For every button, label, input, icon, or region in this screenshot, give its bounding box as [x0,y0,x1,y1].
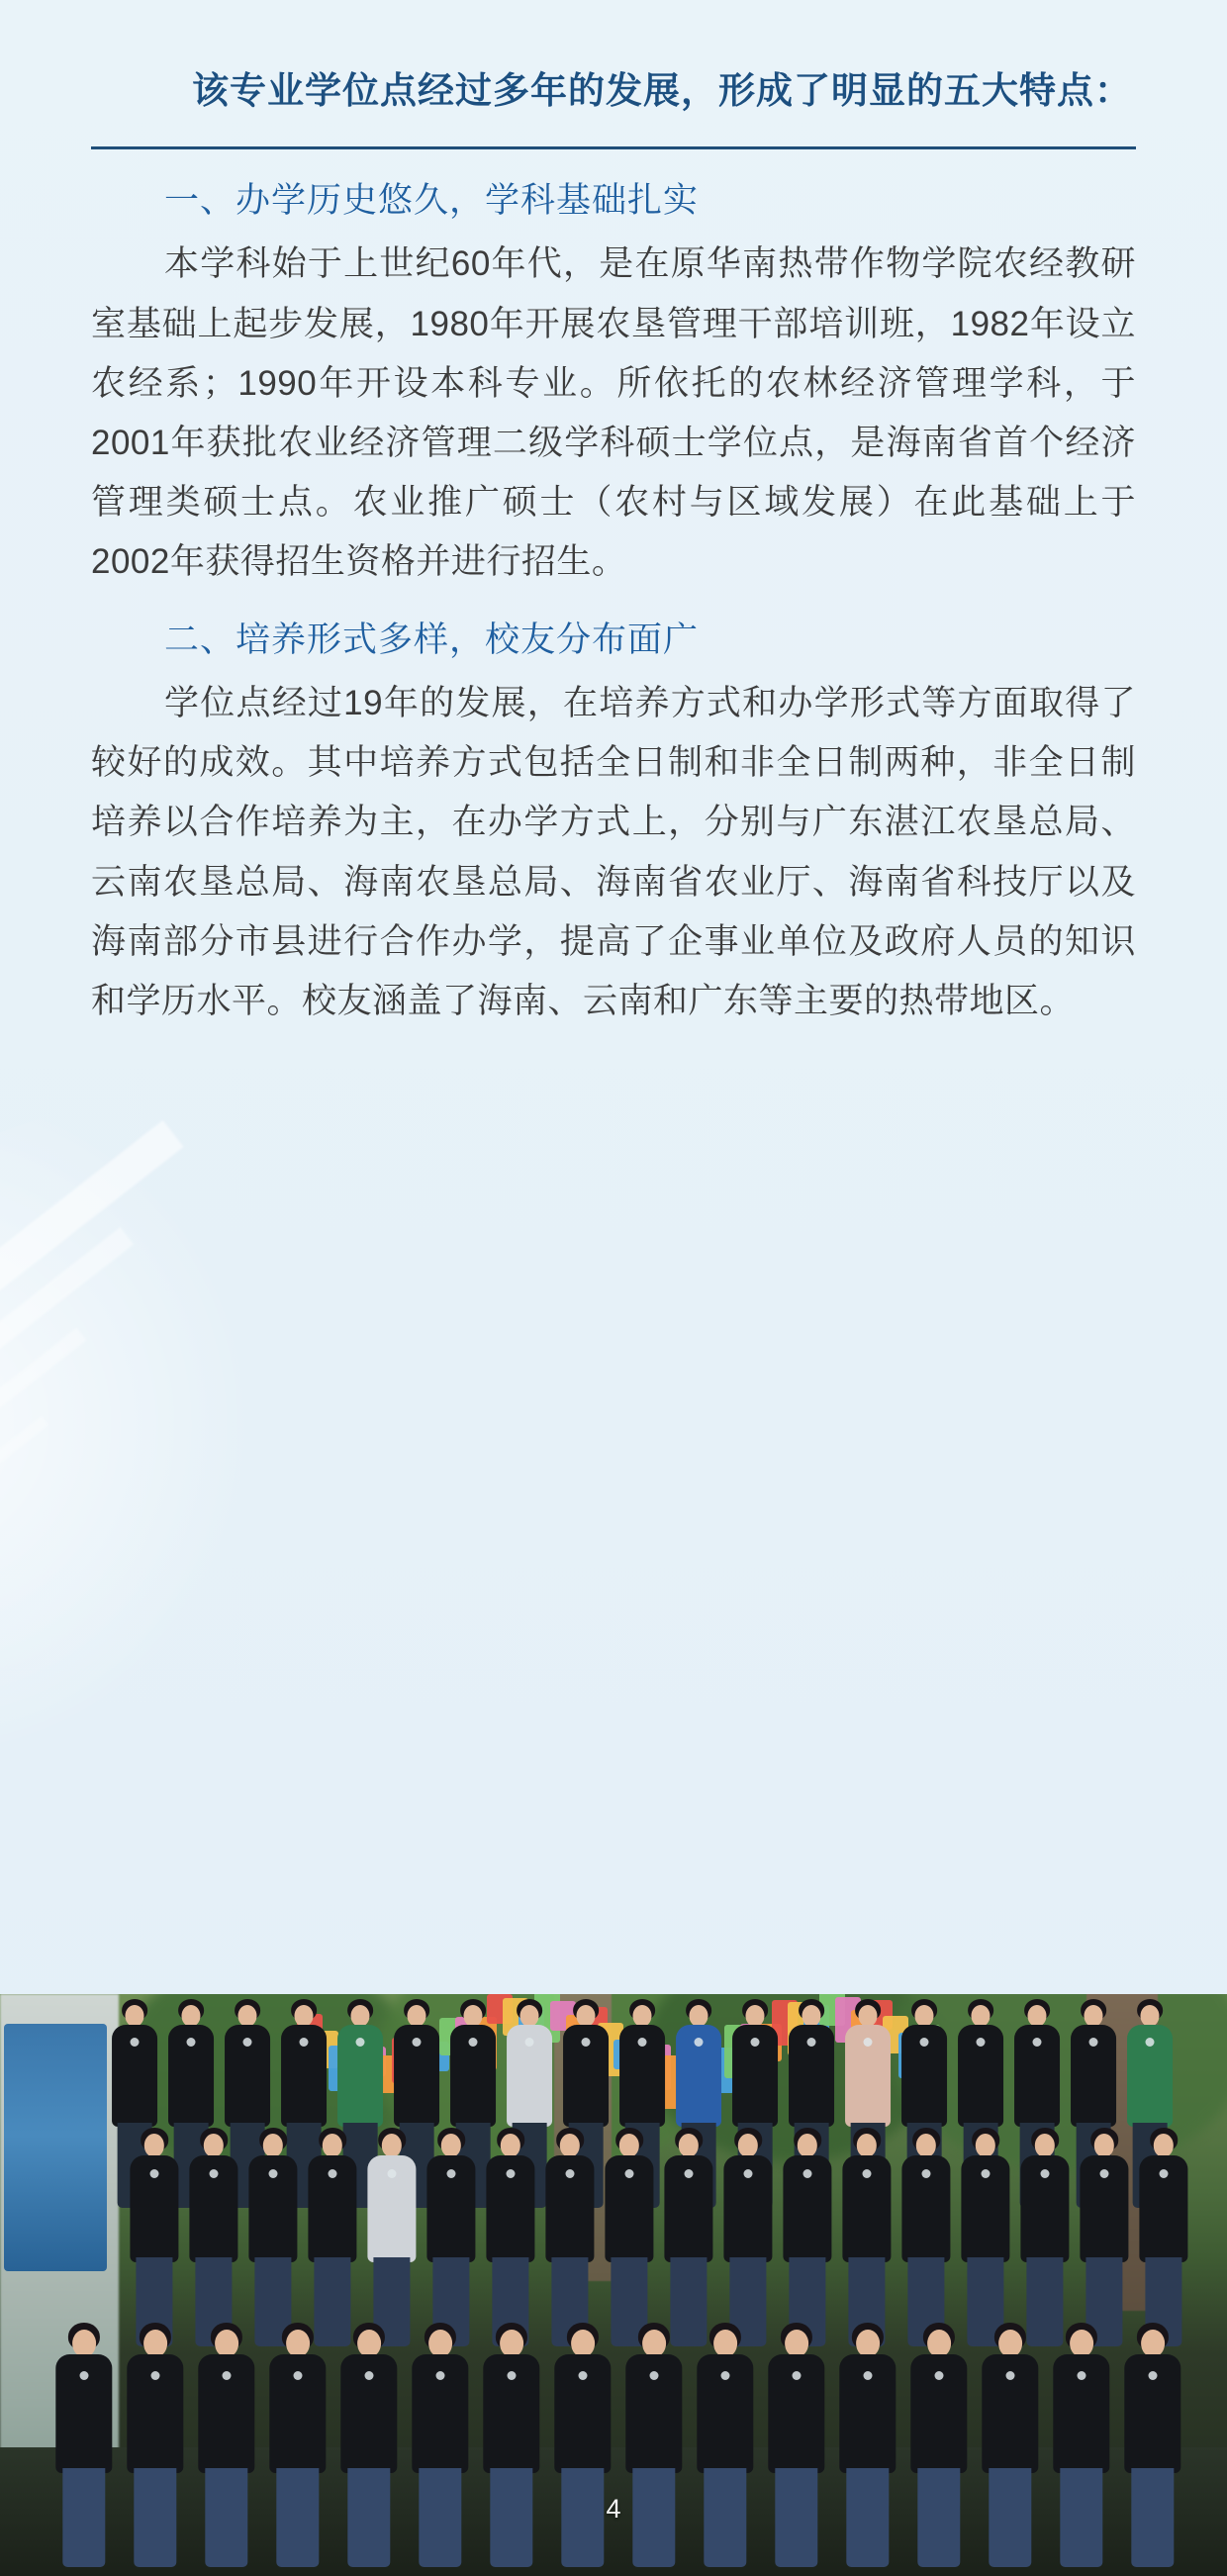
face [785,2330,808,2357]
face [713,2330,737,2357]
person [477,2323,546,2570]
shirt-logo [243,2038,252,2047]
shirt-logo [525,2038,534,2047]
face [642,2330,666,2357]
face [500,2330,523,2357]
face [916,2134,936,2157]
face [1141,2330,1165,2357]
shirt-logo [151,2371,160,2380]
shirt-logo [1041,2169,1050,2178]
face [571,2330,595,2357]
face [998,2330,1022,2357]
face [1070,2330,1093,2357]
shirt-logo [1033,2038,1042,2047]
face [1140,2005,1159,2027]
shirt-logo [131,2038,140,2047]
shirt-logo [685,2169,694,2178]
face [350,2005,369,2027]
shirt-logo [150,2169,159,2178]
shirt-logo [695,2038,704,2047]
shirt-logo [650,2371,659,2380]
person [548,2323,617,2570]
person [904,2323,974,2570]
face [294,2005,313,2027]
shirt-logo [413,2038,422,2047]
shirt-logo [469,2038,478,2047]
face [858,2005,877,2027]
face [441,2134,461,2157]
person [334,2323,404,2570]
shirt-logo [1149,2371,1158,2380]
shirt-logo [1100,2169,1109,2178]
face [927,2330,951,2357]
shirt-logo [269,2169,278,2178]
face [263,2134,283,2157]
shirt-logo [935,2371,944,2380]
section-title-2: 二、培养形式多样，校友分布面广 [164,620,700,659]
face [72,2330,96,2357]
crowd-row-front [0,2291,1227,2576]
face [576,2005,595,2027]
person [976,2323,1045,2570]
person [1118,2323,1187,2570]
shirt-logo [447,2169,456,2178]
person [619,2323,689,2570]
face [463,2005,482,2027]
face [856,2330,880,2357]
face [143,2330,167,2357]
shirt-logo [1006,2371,1015,2380]
face [632,2005,651,2027]
person [833,2323,902,2570]
face [286,2330,310,2357]
shirt-logo [1146,2038,1155,2047]
shirt-logo [507,2169,516,2178]
shirt-logo [863,2169,872,2178]
face [382,2134,402,2157]
shirt-logo [187,2038,196,2047]
face [798,2134,817,2157]
group-photo [0,1994,1227,2576]
face [501,2134,520,2157]
shirt-logo [793,2371,802,2380]
face [560,2134,580,2157]
section-body-2: 学位点经过19年的发展，在培养方式和办学形式等方面取得了较好的成效。其中培养方式包括全日制和非全日制两种，非全日制培养以合作培养为主，在办学方式上，分别与广东湛江农垦总局、云南农垦总局、海南农垦总局、海南省农业厅、海南省科技厅以及海南部分市县进行合作办学，提高了企事业单位及政府人员的知识和学历水平。校友涵盖了海南、云南和广东等主要的热带地区。 [91,684,1136,1020]
shirt-logo [625,2169,634,2178]
shirt-logo [508,2371,517,2380]
face [976,2134,995,2157]
shirt-logo [807,2038,816,2047]
shirt-logo [80,2371,89,2380]
shirt-logo [922,2169,931,2178]
shirt-logo [920,2038,929,2047]
document-content [0,0,1227,1031]
face [407,2005,425,2027]
shirt-logo [751,2038,760,2047]
face [357,2330,381,2357]
face [204,2134,224,2157]
face [237,2005,256,2027]
shirt-logo [1078,2371,1086,2380]
face [738,2134,758,2157]
shirt-logo [436,2371,445,2380]
face [1035,2134,1055,2157]
section-body-1: 本学科始于上世纪60年代，是在原华南热带作物学院农经教研室基础上起步发展，1980年开展农垦管理干部培训班，1982年设立农经系；1990年开设本科专业。所依托的农林经济管理学科，于2001年获批农业经济管理二级学科硕士学位点，是海南省首个经济管理类硕士点。农业推广硕士（农村与区域发展）在此基础上于2002年获得招生资格并进行招生。 [91,244,1136,582]
face [125,2005,143,2027]
person [762,2323,831,2570]
face [1154,2134,1174,2157]
shirt-logo [638,2038,647,2047]
shirt-logo [365,2371,374,2380]
background-glow [0,1069,386,1821]
group-photo-image [0,1994,1227,2576]
shirt-logo [582,2038,591,2047]
shirt-logo [1089,2038,1098,2047]
shirt-logo [388,2169,397,2178]
shirt-logo [294,2371,303,2380]
face [857,2134,877,2157]
face [323,2134,342,2157]
face [802,2005,820,2027]
face [679,2134,699,2157]
page-title: 该专业学位点经过多年的发展，形成了明显的五大特点： [192,70,1132,111]
face [1094,2134,1114,2157]
shirt-logo [744,2169,753,2178]
person [49,2323,119,2570]
shirt-logo [300,2038,309,2047]
shirt-logo [210,2169,219,2178]
shirt-logo [566,2169,575,2178]
person [406,2323,475,2570]
shirt-logo [864,2038,873,2047]
shirt-logo [864,2371,873,2380]
face [519,2005,538,2027]
face [745,2005,764,2027]
face [689,2005,708,2027]
face [181,2005,200,2027]
face [1084,2005,1102,2027]
face [215,2330,238,2357]
face [144,2134,164,2157]
shirt-logo [579,2371,588,2380]
shirt-logo [223,2371,232,2380]
person [121,2323,190,2570]
shirt-logo [1160,2169,1169,2178]
face [428,2330,452,2357]
shirt-logo [982,2169,991,2178]
shirt-logo [977,2038,986,2047]
shirt-logo [356,2038,365,2047]
person [263,2323,332,2570]
shirt-logo [329,2169,337,2178]
face [971,2005,990,2027]
person [192,2323,261,2570]
face [1027,2005,1046,2027]
person [1047,2323,1116,2570]
shirt-logo [721,2371,730,2380]
page-number: 4 [606,2494,621,2524]
shirt-logo [803,2169,812,2178]
section-title-1: 一、办学历史悠久，学科基础扎实 [164,180,700,220]
face [619,2134,639,2157]
person [691,2323,760,2570]
face [914,2005,933,2027]
